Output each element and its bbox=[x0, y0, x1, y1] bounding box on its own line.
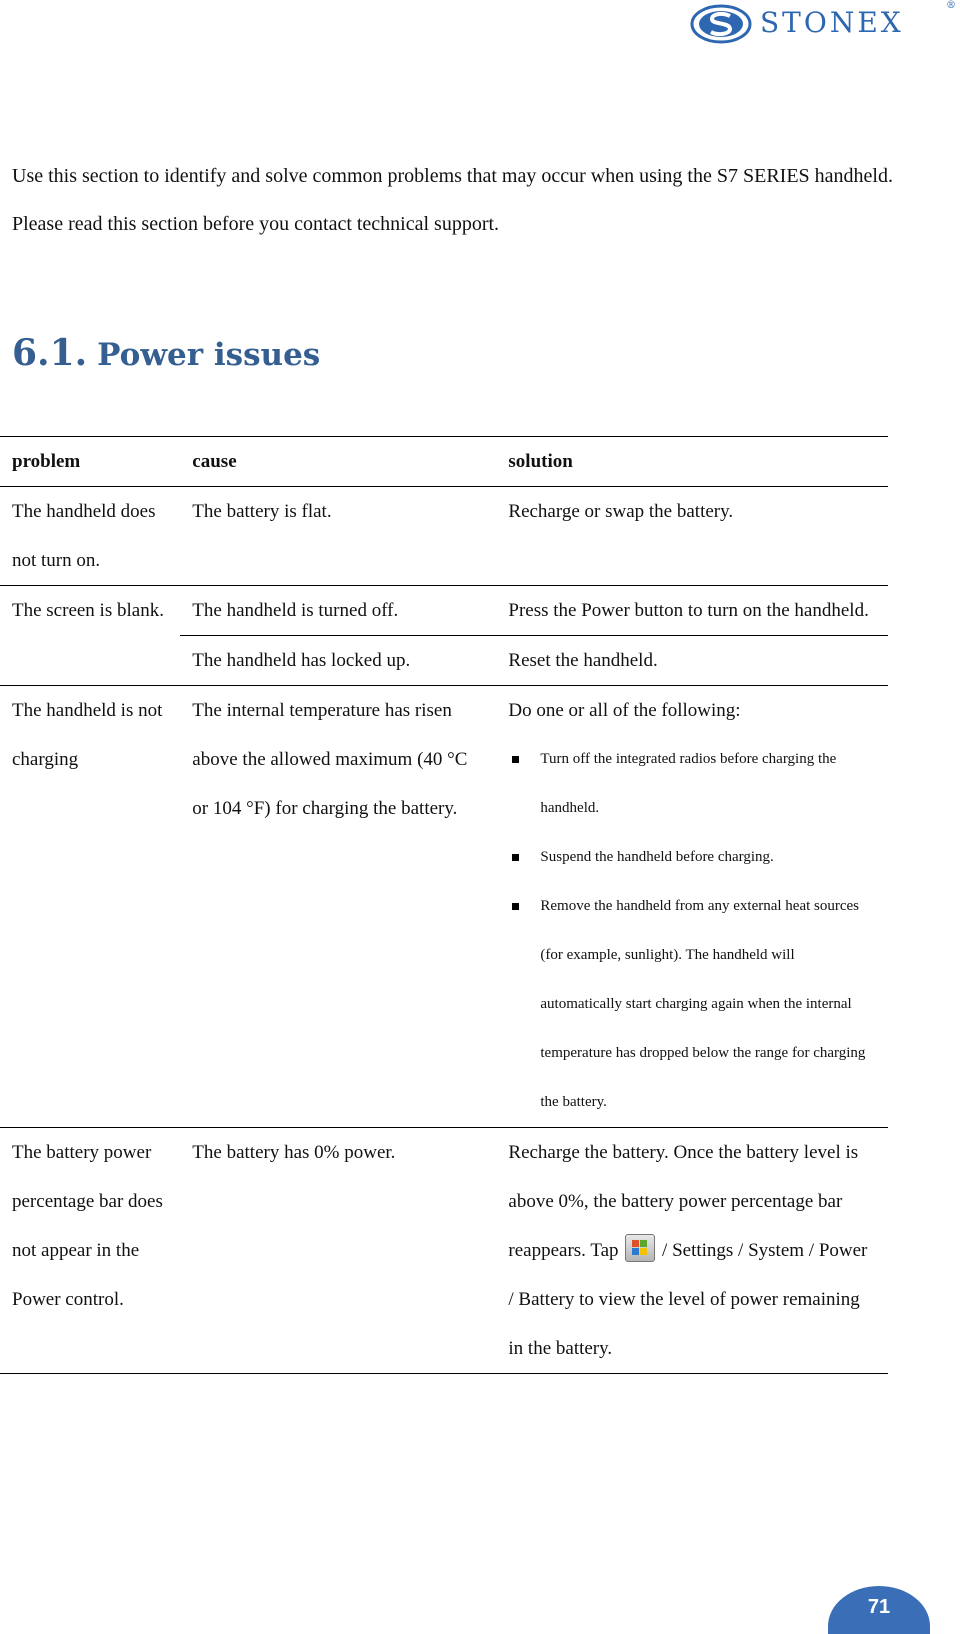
page-number-badge bbox=[828, 1586, 930, 1634]
solution-text-post: / Settings / System / Power / Battery to view the level of power remaining in the battery. bbox=[508, 1240, 868, 1359]
cause-cell: The handheld is turned off. bbox=[192, 600, 399, 621]
cause-cell: The battery has 0% power. bbox=[180, 1128, 496, 1374]
cause-cell: The internal temperature has risen above the allowed maximum (40 °C or 104 °F) for charging the battery. bbox=[180, 686, 496, 1128]
problem-cell: The handheld does not turn on. bbox=[0, 487, 180, 586]
registered-mark: ® bbox=[946, 0, 956, 11]
solution-cell: Press the Power button to turn on the handheld. bbox=[508, 600, 869, 621]
table-row bbox=[0, 586, 888, 636]
solution-intro: Do one or all of the following: bbox=[508, 700, 741, 721]
section-heading bbox=[12, 332, 320, 374]
solution-bullet-list bbox=[508, 735, 876, 1127]
solution-text-pre: Recharge the battery. Once the battery level is above 0%, the battery power percentage bar reappears. Tap bbox=[508, 1142, 859, 1261]
section-title: Power issues bbox=[97, 337, 321, 373]
stonex-emblem-icon bbox=[690, 4, 752, 44]
problem-cell: The handheld is not charging bbox=[0, 686, 180, 1128]
header-cause: cause bbox=[180, 437, 496, 487]
header-problem: problem bbox=[0, 437, 180, 487]
power-issues-table bbox=[0, 436, 888, 1374]
list-item: Suspend the handheld before charging. bbox=[508, 833, 876, 882]
cause-cell: The handheld has locked up. bbox=[180, 636, 496, 686]
windows-start-icon bbox=[625, 1234, 655, 1262]
solution-cell bbox=[496, 686, 888, 1128]
table-row bbox=[0, 487, 888, 586]
table-row bbox=[0, 686, 888, 1128]
problem-cell: The screen is blank. bbox=[0, 586, 180, 686]
stonex-logo bbox=[690, 0, 960, 52]
problem-cell: The battery power percentage bar does not appear in the Power control. bbox=[0, 1128, 180, 1374]
solution-cell bbox=[496, 1128, 888, 1374]
header-solution: solution bbox=[496, 437, 888, 487]
section-number: 6.1. bbox=[12, 332, 88, 374]
list-item: Remove the handheld from any external heat sources (for example, sunlight). The handheld will automatically start charging again when the internal temperature has dropped below the range for charging the battery. bbox=[508, 882, 876, 1127]
list-item: Turn off the integrated radios before charging the handheld. bbox=[508, 735, 876, 833]
table-row bbox=[0, 1128, 888, 1374]
intro-paragraph: Use this section to identify and solve common problems that may occur when using the S7 SERIES handheld. Please read this section before you contact technical support. bbox=[12, 165, 893, 235]
brand-name: STONEX bbox=[760, 6, 904, 39]
solution-cell: Recharge or swap the battery. bbox=[496, 487, 888, 586]
cause-cell: The battery is flat. bbox=[180, 487, 496, 586]
table-header-row bbox=[0, 437, 888, 487]
page-number: 71 bbox=[867, 1596, 891, 1618]
solution-cell: Reset the handheld. bbox=[496, 636, 888, 686]
